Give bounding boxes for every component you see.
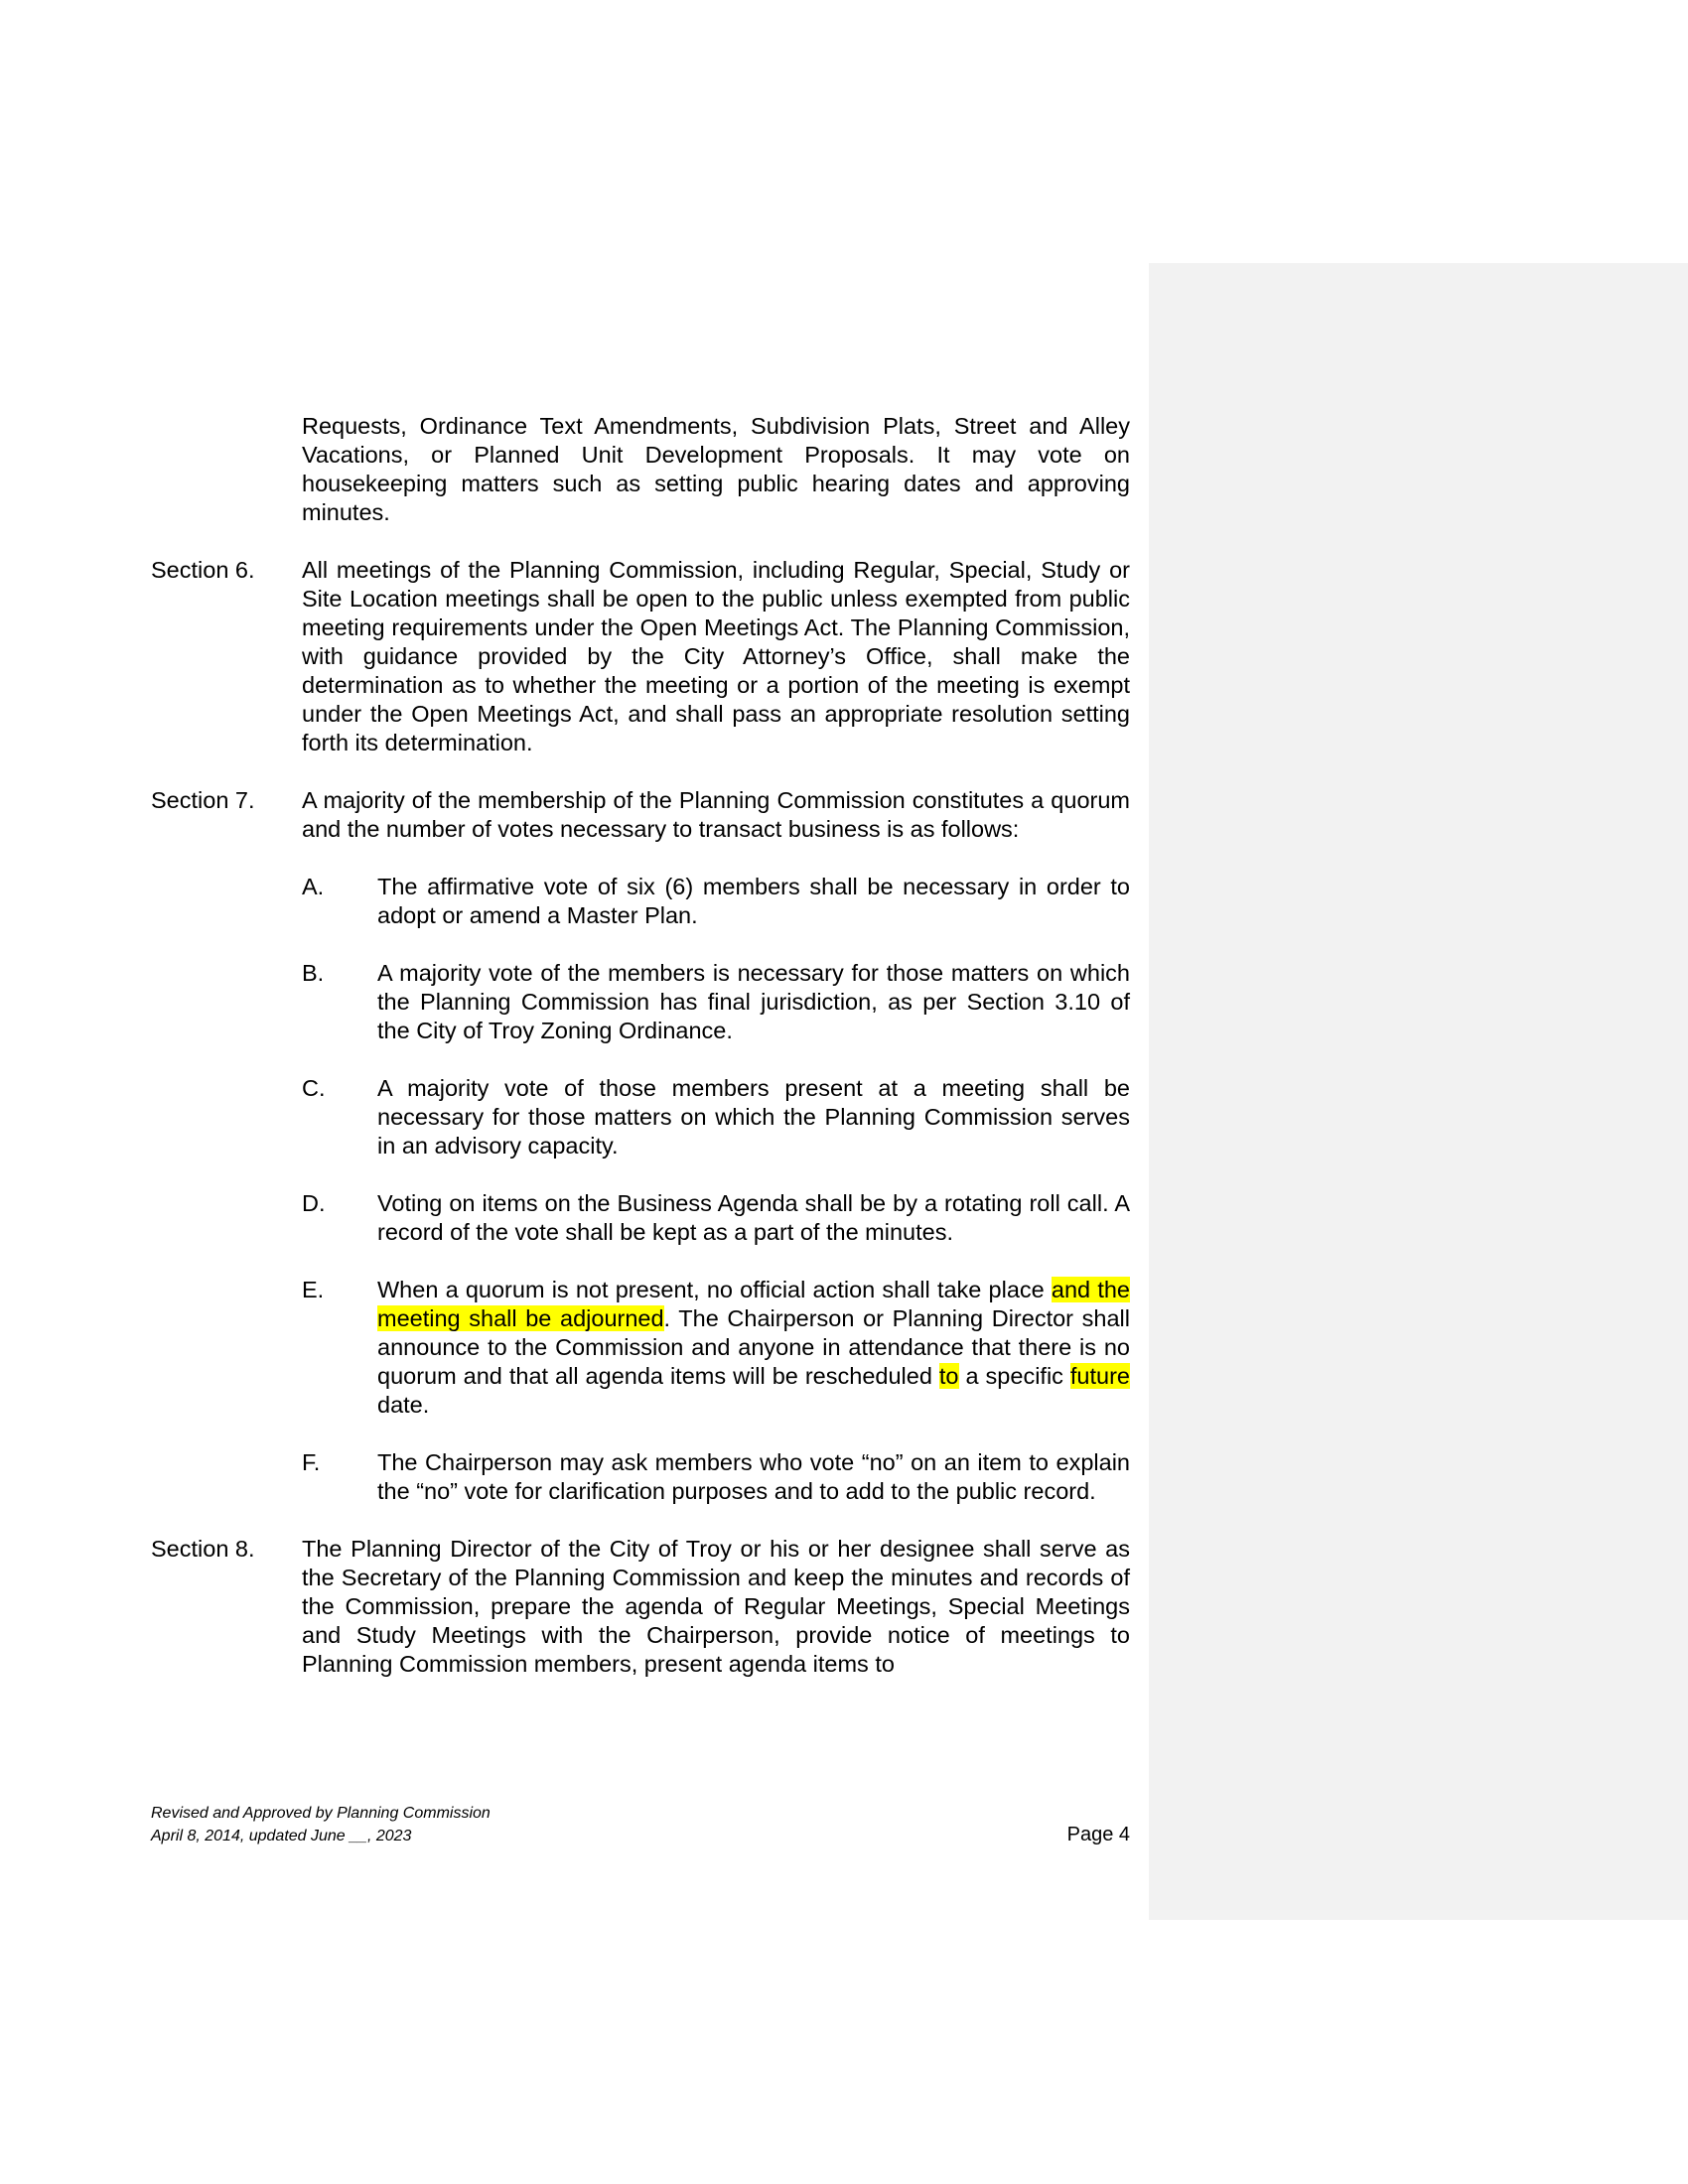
comment-pane xyxy=(1149,263,1688,1920)
item-label: B. xyxy=(302,960,325,986)
section-7-text: A majority of the membership of the Planning Commission constitutes a quorum and the number of votes necessary to transact business is as follows: xyxy=(302,787,1130,842)
item-label: D. xyxy=(302,1190,326,1216)
highlighted-text: and the meeting shall be adjourned xyxy=(377,1277,1130,1331)
section-7-label: Section 7. xyxy=(151,787,255,813)
section-7 xyxy=(151,786,1130,844)
list-item-d xyxy=(302,1189,1130,1247)
section-8-text: The Planning Director of the City of Troy or his or her designee shall serve as the Secretary of the Planning Commission and keep the minutes and records of the Commission, prepare the agenda of Regular Meetings, Special Meetings and Study Meetings with the Chairperson, provide notice of meetings to Planning Commission members, present agenda items to xyxy=(302,1536,1130,1677)
section-6-label: Section 6. xyxy=(151,557,255,583)
footer-revision-note xyxy=(151,1802,491,1847)
list-item-e xyxy=(302,1276,1130,1420)
text-run: When a quorum is not present, no official action shall take place xyxy=(377,1277,1052,1302)
section-6 xyxy=(151,556,1130,757)
item-text: Voting on items on the Business Agenda shall be by a rotating roll call. A record of the vote shall be kept as a part of the minutes. xyxy=(377,1190,1130,1245)
section-6-text: All meetings of the Planning Commission, including Regular, Special, Study or Site Location meetings shall be open to the public unless exempted from public meeting requirements under the Open Meetings Act. The Planning Commission, with guidance provided by the City Attorney’s Office, shall make the determination as to whether the meeting or a portion of the meeting is exempt under the Open Meetings Act, and shall pass an appropriate resolution setting forth its determination. xyxy=(302,557,1130,755)
list-item-c xyxy=(302,1074,1130,1160)
intro-paragraph: Requests, Ordinance Text Amendments, Subdivision Plats, Street and Alley Vacations, or Planned Unit Development Proposals. It may vote on housekeeping matters such as setting public hearing dates and approving minutes. xyxy=(302,413,1130,525)
list-item-a xyxy=(302,873,1130,930)
text-run: date. xyxy=(377,1392,430,1418)
item-text: A majority vote of those members present at a meeting shall be necessary for those matters on which the Planning Commission serves in an advisory capacity. xyxy=(377,1075,1130,1159)
section-8-label: Section 8. xyxy=(151,1536,255,1562)
item-label: E. xyxy=(302,1277,325,1302)
list-item-f xyxy=(302,1448,1130,1506)
item-text xyxy=(377,1276,1130,1420)
item-text: The affirmative vote of six (6) members shall be necessary in order to adopt or amend a Master Plan. xyxy=(377,874,1130,928)
item-text: The Chairperson may ask members who vote “no” on an item to explain the “no” vote for clarification purposes and to add to the public record. xyxy=(377,1449,1130,1504)
text-run: a specific xyxy=(958,1363,1070,1389)
document-body xyxy=(151,412,1130,1679)
item-label: C. xyxy=(302,1075,326,1101)
item-text: A majority vote of the members is necessary for those matters on which the Planning Commission has final jurisdiction, as per Section 3.10 of the City of Troy Zoning Ordinance. xyxy=(377,960,1130,1043)
text-run: . The Chairperson or Planning Director shall announce to the Commission and anyone in attendance that there is no quorum and that all agenda items will be rescheduled xyxy=(377,1305,1130,1389)
highlighted-text: to xyxy=(938,1363,959,1389)
section-8 xyxy=(151,1535,1130,1679)
page-number: Page 4 xyxy=(1066,1824,1130,1845)
list-item-b xyxy=(302,959,1130,1045)
item-label: F. xyxy=(302,1449,321,1475)
item-label: A. xyxy=(302,874,325,899)
highlighted-text: future xyxy=(1069,1363,1130,1389)
footer-line-2: April 8, 2014, updated June __, 2023 xyxy=(151,1828,412,1844)
footer-line-1: Revised and Approved by Planning Commission xyxy=(151,1805,491,1822)
